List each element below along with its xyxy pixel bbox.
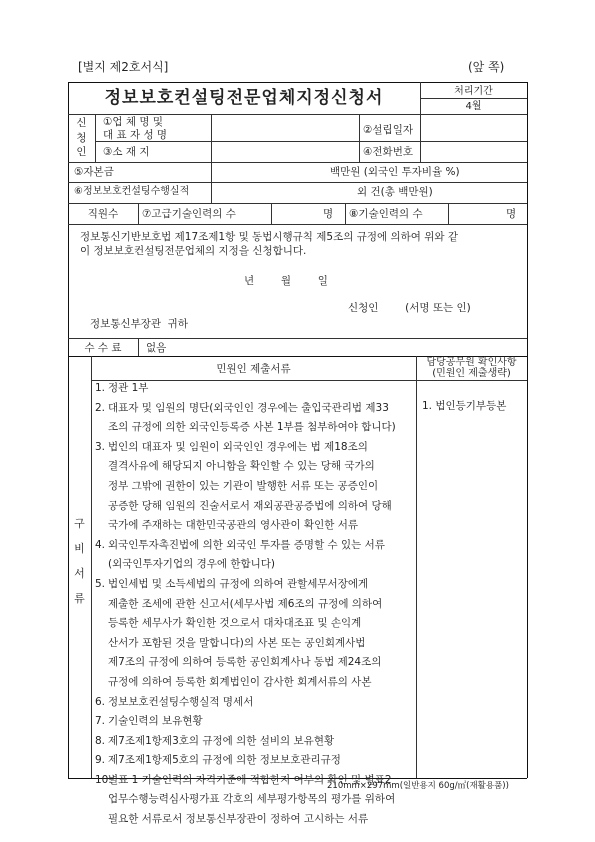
document-title: 정보보호컨설팅전문업체지정신청서 xyxy=(104,88,384,108)
tech-unit: 명 xyxy=(506,208,517,220)
required-doc-number: 5. xyxy=(95,577,106,590)
required-documents-list xyxy=(95,379,415,830)
performance-label: ⑥정보보호컨설팅수행실적 xyxy=(74,186,190,197)
required-doc-number: 9. xyxy=(95,754,106,767)
page-side-label: (앞 쪽) xyxy=(468,60,505,74)
required-doc-item xyxy=(95,536,415,575)
required-doc-item xyxy=(95,438,415,536)
processing-period-value: 4월 xyxy=(465,101,482,112)
required-doc-text: 외국인투자촉진법에 의한 외국인 투자를 증명할 수 있는 서류 (외국인투자기업의 경우에 한합니다) xyxy=(108,538,385,571)
application-statement: 정보통신기반보호법 제17조제1항 및 동법시행규칙 제5조의 규정에 의하여 위와 같 이 정보보호컨설팅전문업체의 지정을 신청합니다. xyxy=(80,231,458,257)
required-doc-text: 제7조제1항제5호의 규정에 의한 정보보호관리규정 xyxy=(108,754,341,767)
required-doc-number: 6. xyxy=(95,695,106,708)
official-header: 담당공무원 확인사항 (민원인 제출생략) xyxy=(426,357,517,379)
required-doc-text: 대표자 및 임원의 명단(외국인인 경우에는 출입국관리법 제33 조의 규정에 의한 외국인등록증 사본 1부를 첨부하여야 합니다) xyxy=(108,401,396,434)
required-doc-number: 7. xyxy=(95,715,106,728)
required-doc-item xyxy=(95,693,415,713)
address-label: ③소 재 지 xyxy=(103,146,150,158)
senior-tech-label: ⑦고급기술인력의 수 xyxy=(142,208,236,220)
required-doc-text: 제7조제1항제3호의 규정에 의한 설비의 보유현황 xyxy=(108,734,335,747)
docs-side-char-2: 비 xyxy=(74,542,85,555)
required-doc-item xyxy=(95,751,415,771)
required-doc-item xyxy=(95,575,415,693)
date-line: 년 월 일 xyxy=(244,275,328,287)
official-item-1: 1. 법인등기부등본 xyxy=(422,400,507,412)
required-doc-text: 법인의 대표자 및 임원이 외국인인 경우에는 법 제18조의 결격사유에 해당되지 아니함을 확인할 수 있는 당해 국가의 정부 그밖에 권한이 있는 기관이 발행한 서류 또는 공증인이 공증한 당해 임원의 진술서로서 재외공관공증법에 의하여 당해 국가에 주재하는 대한민국공관의 영사관이 확인한 서류 xyxy=(108,440,392,532)
required-doc-number: 8. xyxy=(95,734,106,747)
fee-label: 수 수 료 xyxy=(84,342,122,354)
senior-tech-unit: 명 xyxy=(323,208,334,220)
docs-side-char-3: 서 xyxy=(74,567,85,580)
required-doc-text: 기술인력의 보유현황 xyxy=(108,715,203,728)
company-name-label: ①업 체 명 및 대 표 자 성 명 xyxy=(103,116,168,141)
form-number-label: [별지 제2호서식] xyxy=(78,60,169,74)
processing-period-label: 처리기간 xyxy=(454,86,493,97)
required-doc-number: 3. xyxy=(95,440,106,453)
required-doc-item xyxy=(95,712,415,732)
staff-label: 직원수 xyxy=(87,208,119,220)
tech-label: ⑧기술인력의 수 xyxy=(349,208,423,220)
phone-label: ④전화번호 xyxy=(363,146,413,158)
docs-side-char-1: 구 xyxy=(74,517,85,530)
applicant-char-1: 신 xyxy=(76,117,87,129)
docs-header: 민원인 제출서류 xyxy=(216,363,291,375)
required-doc-number: 4. xyxy=(95,538,106,551)
signature-line: 신청인 (서명 또는 인) xyxy=(348,302,471,314)
docs-side-char-4: 류 xyxy=(74,592,85,605)
establish-date-label: ②설립일자 xyxy=(363,124,413,136)
required-doc-text: 정보보호컨설팅수행실적 명세서 xyxy=(108,695,254,708)
capital-unit: 백만원 (외국인 투자비율 %) xyxy=(330,166,460,178)
required-doc-item xyxy=(95,379,415,399)
applicant-char-3: 인 xyxy=(76,146,87,158)
required-doc-text: 법인세법 및 소득세법의 규정에 의하여 관할세무서장에게 제출한 조세에 관한 신고서(세무사법 제6조의 규정에 의하여 등록한 세무사가 확인한 것으로서 대차대조표 및 손익계 산서가 포함된 것을 말합니다)의 사본 또는 공인회계사법 제7조의 규정에 의하여 등록한 공인회계사나 동법 제24조의 규정에 의하여 등록한 회계법인이 감사한 회계서류의 사본 xyxy=(108,577,383,688)
required-doc-number: 2. xyxy=(95,401,106,414)
applicant-char-2: 청 xyxy=(76,131,87,144)
recipient: 정보통신부장관 귀하 xyxy=(90,318,188,330)
performance-unit: 외 건(총 백만원) xyxy=(357,186,433,198)
required-doc-text: 정관 1부 xyxy=(108,382,149,394)
capital-label: ⑤자본금 xyxy=(74,166,114,178)
required-doc-item xyxy=(95,399,415,438)
paper-spec: 210mm×297mm(일반용지 60g/㎡(재활용품)) xyxy=(327,781,509,791)
required-doc-item xyxy=(95,771,415,830)
required-doc-number: 10. xyxy=(95,773,112,786)
required-doc-number: 1. xyxy=(95,382,106,394)
fee-value: 없음 xyxy=(146,342,167,354)
required-doc-item xyxy=(95,732,415,752)
required-doc-text: 별표 1 기술인력의 자격기준에 적합한지 여부의 확인 및 별표2 업무수행능력심사평가표 각호의 세부평가항목의 평가를 위하여 필요한 서류로서 정보통신부장관이 정하여 고시하는 서류 xyxy=(108,773,396,826)
